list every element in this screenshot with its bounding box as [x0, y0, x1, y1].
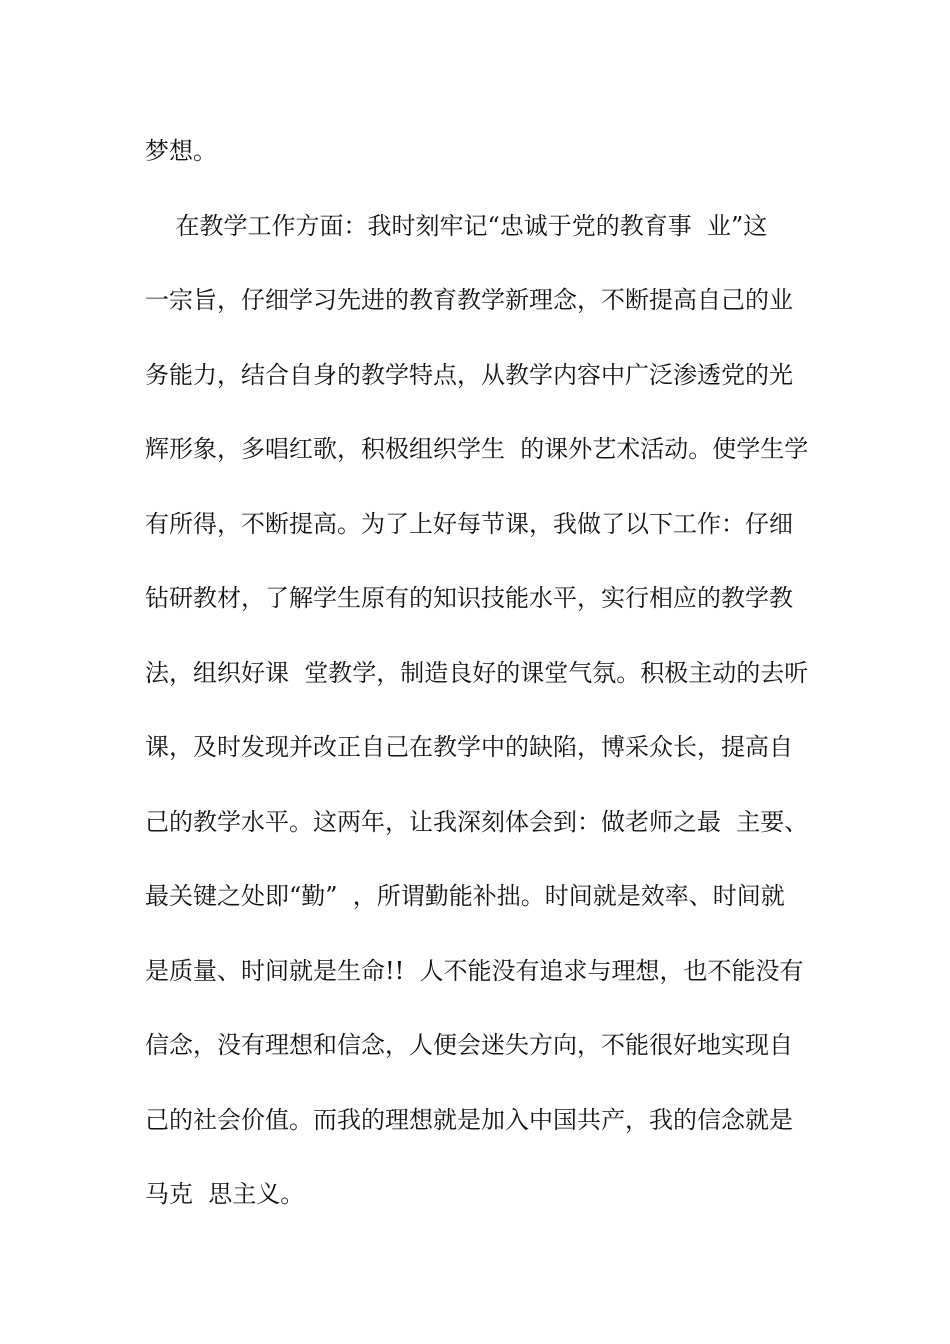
- text-line: 马克 思主义。: [145, 1180, 305, 1208]
- body-text: [145, 128, 815, 1246]
- text-line: 最关键之处即“勤” ，所谓勤能补拙。时间就是效率、时间就: [145, 882, 785, 910]
- text-line: 一宗旨，仔细学习先进的教育教学新理念，不断提高自己的业: [145, 286, 793, 314]
- text-line: 法，组织好课 堂教学，制造良好的课堂气氛。积极主动的去听: [145, 658, 809, 687]
- text-line: 辉形象，多唱红歌，积极组织学生 的课外艺术活动。使学生学: [145, 435, 809, 463]
- text-line: 己的教学水平。这两年，让我深刻体会到：做老师之最 主要、: [145, 807, 809, 836]
- text-line: 有所得，不断提高。为了上好每节课，我做了以下工作：仔细: [145, 509, 793, 538]
- text-line: 梦想。: [145, 137, 217, 165]
- text-line: 在教学工作方面：我时刻牢记“忠诚于党的教育事 业”这: [145, 211, 768, 240]
- text-line: 己的社会价值。而我的理想就是加入中国共产，我的信念就是: [145, 1105, 793, 1134]
- text-line: 务能力，结合自身的教学特点，从教学内容中广泛渗透党的光: [145, 360, 793, 389]
- text-line: 课，及时发现并改正自己在教学中的缺陷，博采众长，提高自: [145, 733, 793, 761]
- text-line: 是质量、时间就是生命!! 人不能没有追求与理想，也不能没有: [145, 956, 804, 985]
- text-line: 信念，没有理想和信念，人便会迷失方向，不能很好地实现自: [145, 1031, 793, 1059]
- text-line: 钻研教材，了解学生原有的知识技能水平，实行相应的教学教: [145, 584, 793, 612]
